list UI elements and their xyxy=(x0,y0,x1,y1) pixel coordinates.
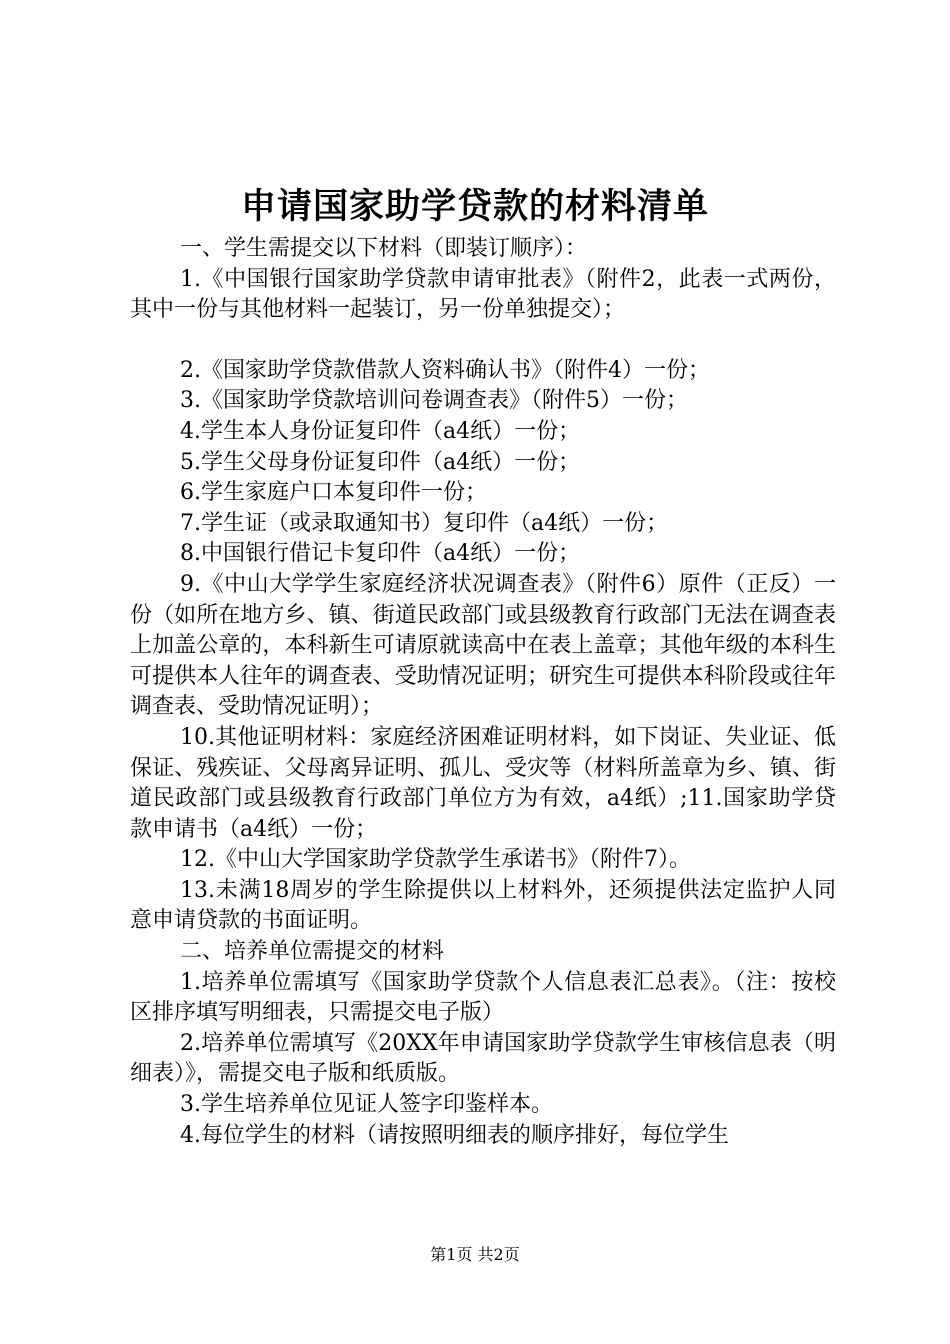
list-item: 4.每位学生的材料（请按照明细表的顺序排好，每位学生 xyxy=(180,1122,729,1148)
list-item: 9.《中山大学学生家庭经济状况调查表》（附件6）原件（正反）一份（如所在地方乡、镇、街道民政部门或县级教育行政部门无法在调查表上加盖公章的，本科新生可请原就读高中在表上盖章；其他年级的本科生可提供本人往年的调查表、受助情况证明；研究生可提供本科阶段或往年调查表、受助情况证明）； xyxy=(130,571,836,720)
list-item: 5.学生父母身份证复印件（a4纸）一份； xyxy=(180,449,581,475)
list-item: 12.《中山大学国家助学贷款学生承诺书》（附件7）。 xyxy=(180,847,691,873)
list-item: 13.未满18周岁的学生除提供以上材料外，还须提供法定监护人同意申请贷款的书面证明。 xyxy=(130,877,836,934)
document-title: 申请国家助学贷款的材料清单 xyxy=(240,187,709,227)
section-heading-student-materials: 一、学生需提交以下材料（即装订顺序）： xyxy=(180,236,588,261)
list-item: 10.其他证明材料：家庭经济困难证明材料，如下岗证、失业证、低保证、残疾证、父母离异证明、孤儿、受灾等（材料所盖章为乡、镇、街道民政部门或县级教育行政部门单位方为有效，a4纸）;11.国家助学贷款申请书（a4纸）一份； xyxy=(130,724,836,842)
list-item: 1.培养单位需填写《国家助学贷款个人信息表汇总表》。（注：按校区排序填写明细表，只需提交电子版） xyxy=(130,969,836,1026)
list-item: 6.学生家庭户口本复印件一份； xyxy=(180,480,487,506)
list-item: 1.《中国银行国家助学贷款申请审批表》（附件2，此表一式两份，其中一份与其他材料一起装订，另一份单独提交）； xyxy=(130,266,836,323)
list-item: 7.学生证（或录取通知书）复印件（a4纸）一份； xyxy=(180,510,669,536)
list-item: 3.学生培养单位见证人签字印鉴样本。 xyxy=(180,1092,553,1118)
page-footer: 第1页 共2页 xyxy=(430,1245,520,1264)
list-item: 4.学生本人身份证复印件（a4纸）一份； xyxy=(180,418,581,444)
section-heading-unit-materials: 二、培养单位需提交的材料 xyxy=(180,939,445,965)
document-body xyxy=(130,234,836,1151)
list-item: 3.《国家助学贷款培训问卷调查表》（附件5）一份； xyxy=(180,388,688,414)
list-item: 8.中国银行借记卡复印件（a4纸）一份； xyxy=(180,541,581,567)
list-item: 2.培养单位需填写《20XX年申请国家助学贷款学生审核信息表（明细表）》，需提交电子版和纸质版。 xyxy=(130,1030,836,1087)
list-item: 2.《国家助学贷款借款人资料确认书》（附件4）一份； xyxy=(180,357,710,383)
